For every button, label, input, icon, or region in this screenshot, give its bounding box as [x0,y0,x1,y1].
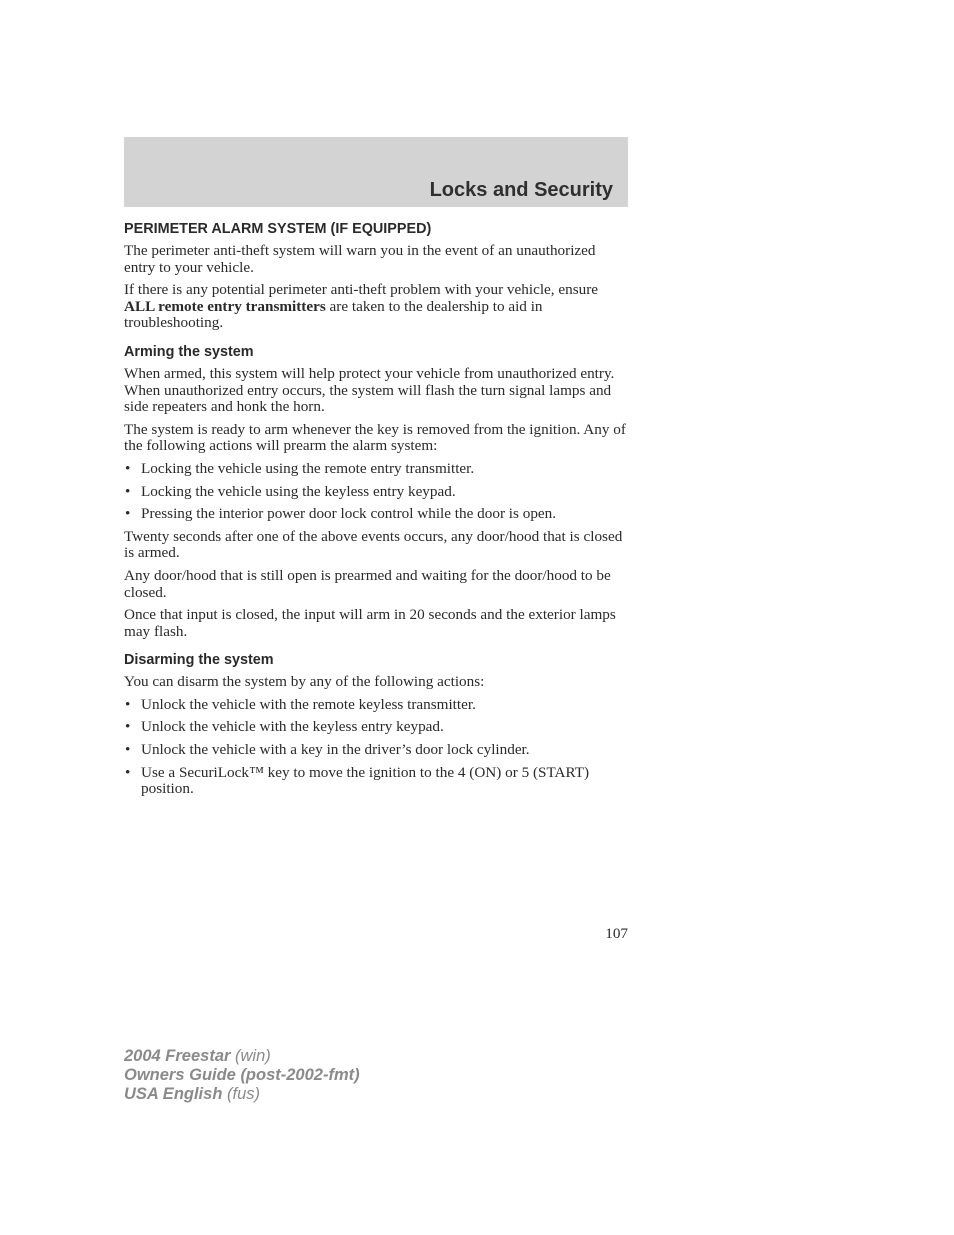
bullet-icon: • [125,482,131,500]
list-item [124,719,630,736]
bullet-icon: • [125,505,131,523]
footer-line-1 [124,1047,360,1066]
arming-list [124,461,630,523]
chapter-header-band [124,137,628,207]
intro-text-after: are taken to the dealership to aid in troubleshooting. [124,297,543,332]
arming-paragraph-4: Any door/hood that is still open is prearmed and waiting for the door/hood to be closed. [124,566,611,601]
bullet-icon: • [125,741,131,759]
disarming-heading: Disarming the system [124,652,274,669]
bullet-icon: • [125,695,131,713]
disarming-paragraph-1: You can disarm the system by any of the following actions: [124,673,485,691]
document-footer [124,1047,360,1104]
intro-text-bold: ALL remote entry transmitters [124,297,326,315]
page-number: 107 [605,925,628,942]
list-item-text: Pressing the interior power door lock control while the door is open. [141,505,557,523]
arming-paragraph-5: Once that input is closed, the input will arm in 20 seconds and the exterior lamps may flash. [124,606,616,640]
list-item [124,461,630,478]
arming-paragraph-2: The system is ready to arm whenever the key is removed from the ignition. Any of the following actions will prearm the alarm system: [124,420,626,455]
list-item-text: Use a SecuriLock™ key to move the ignition to the 4 (ON) or 5 (START) position. [141,763,590,798]
footer-line-2 [124,1066,360,1085]
intro-paragraph-2 [124,282,630,332]
list-item [124,484,630,501]
footer-line-3 [124,1085,360,1104]
page-content [124,220,630,804]
footer-model-code: (win) [230,1047,271,1065]
list-item-text: Unlock the vehicle with the remote keyless transmitter. [141,695,476,713]
bullet-icon: • [125,718,131,736]
list-item-text: Locking the vehicle using the remote entry transmitter. [141,459,475,477]
chapter-title: Locks and Security [429,179,613,201]
list-item-text: Locking the vehicle using the keyless entry keypad. [141,482,456,500]
section-title: PERIMETER ALARM SYSTEM (IF EQUIPPED) [124,221,432,237]
footer-model: 2004 Freestar [124,1047,231,1065]
footer-language: USA English [124,1085,223,1103]
list-item [124,742,630,759]
intro-paragraph-1: The perimeter anti-theft system will warn you in the event of an unauthorized entry to your vehicle. [124,242,596,276]
list-item [124,697,630,714]
arming-paragraph-3: Twenty seconds after one of the above events occurs, any door/hood that is closed is armed. [124,527,623,562]
list-item [124,765,630,798]
bullet-icon: • [125,763,131,781]
footer-language-code: (fus) [222,1085,260,1103]
footer-guide: Owners Guide (post-2002-fmt) [124,1066,360,1084]
disarming-list [124,697,630,798]
bullet-icon: • [125,459,131,477]
list-item-text: Unlock the vehicle with a key in the driver’s door lock cylinder. [141,741,530,759]
arming-heading: Arming the system [124,343,254,360]
list-item [124,506,630,523]
list-item-text: Unlock the vehicle with the keyless entry keypad. [141,718,444,736]
arming-paragraph-1: When armed, this system will help protect your vehicle from unauthorized entry. When unauthorized entry occurs, the system will flash the turn signal lamps and side repeaters and honk the horn. [124,364,615,416]
intro-text-before: If there is any potential perimeter anti-theft problem with your vehicle, ensure [124,281,599,299]
